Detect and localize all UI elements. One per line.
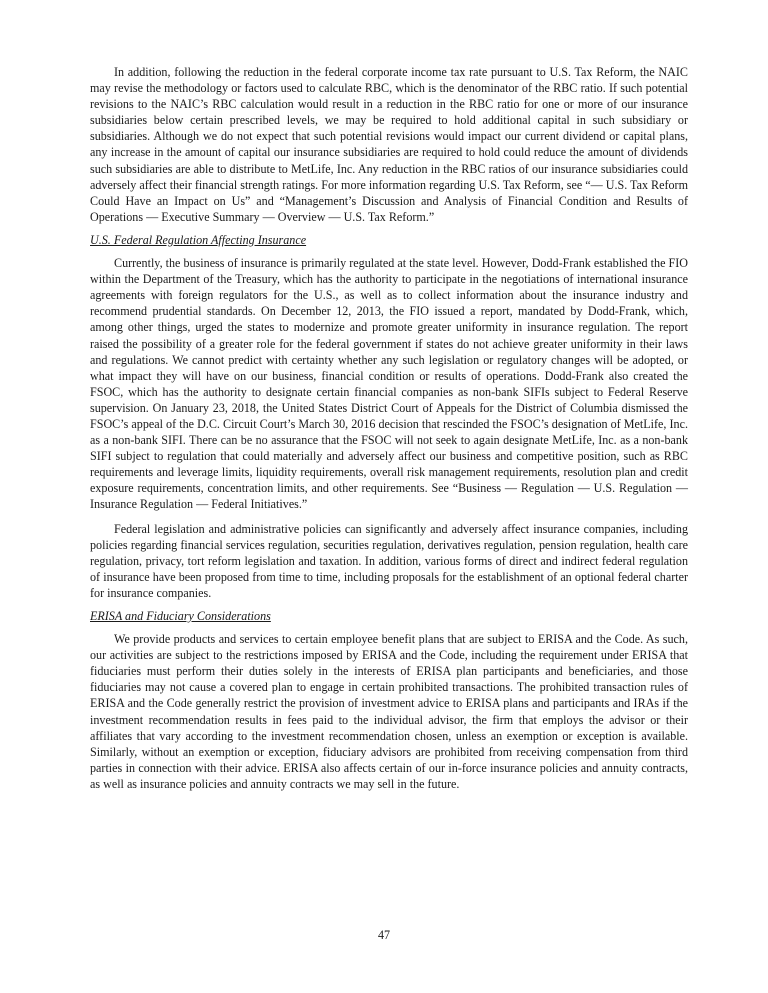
section-heading-federal-regulation: U.S. Federal Regulation Affecting Insurance <box>90 232 307 247</box>
paragraph-erisa: We provide products and services to certain employee benefit plans that are subject to ERISA and the Code. As such, our activities are subject to the restrictions imposed by ERISA and the Code, including the requirement under ERISA that fiduciaries must perform their duties solely in the interests of ERISA plan participants and beneficiaries, and those fiduciaries may not cause a covered plan to engage in certain prohibited transactions. The prohibited transaction rules of ERISA and the Code generally restrict the provision of investment advice to ERISA plans and participants and IRAs if the investment recommendation results in fees paid to the individual advisor, the firm that employs the advisor or their affiliates that vary according to the investment recommendation chosen, unless an exemption or exception is available. Similarly, without an exemption or exception, fiduciary advisors are prohibited from receiving compensation from third parties in connection with their advice. ERISA also affects certain of our in-force insurance policies and annuity contracts, as well as insurance policies and annuity contracts we may sell in the future. <box>90 632 688 791</box>
section-heading-erisa: ERISA and Fiduciary Considerations <box>90 609 271 623</box>
paragraph-federal-legislation: Federal legislation and administrative policies can significantly and adversely affect insurance companies, including policies regarding financial services regulation, securities regulation, derivatives regulation, pension regulation, health care regulation, privacy, tort reform legislation and taxation. In addition, various forms of direct and indirect federal regulation of insurance have been proposed from time to time, including proposals for the establishment of an optional federal charter for insurance companies. <box>90 521 688 600</box>
page-number: 47 <box>377 928 391 942</box>
paragraph-tax-reform-rbc: In addition, following the reduction in the federal corporate income tax rate pursuant to U.S. Tax Reform, the NAIC may revise the methodology or factors used to calculate RBC, which is the denominator of the RBC ratio. If such potential revisions to the NAIC’s RBC calculation would result in a reduction in the RBC ratio for one or more of our insurance subsidiaries below certain prescribed levels, we may be required to hold additional capital in such subsidiary or subsidiaries. Although we do not expect that such potential revisions would impact our current dividend or capital plans, any increase in the amount of capital our insurance subsidiaries are required to hold could reduce the amount of dividends such subsidiaries are able to distribute to MetLife, Inc. Any reduction in the RBC ratios of our insurance subsidiaries could adversely affect their financial strength ratings. For more information regarding U.S. Tax Reform, see “— U.S. Tax Reform Could Have an Impact on Us” and “Management’s Discussion and Analysis of Financial Condition and Results of Operations — Executive Summary — Overview — U.S. Tax Reform.” <box>90 65 688 224</box>
paragraph-federal-regulation: Currently, the business of insurance is primarily regulated at the state level. However, Dodd-Frank established the FIO within the Department of the Treasury, which has the authority to participate in the negotiations of international insurance agreements with foreign regulators for the U.S., as well as to collect information about the insurance industry and recommend prudential standards. On December 12, 2013, the FIO issued a report, mandated by Dodd-Frank, which, among other things, urged the states to modernize and promote greater uniformity in insurance regulation. The report raised the possibility of a greater role for the federal government if states do not achieve greater uniformity in their laws and regulations. We cannot predict with certainty whether any such legislation or regulatory changes will be adopted, or what impact they will have on our business, financial condition or results of operations. Dodd-Frank also created the FSOC, which has the authority to designate certain financial companies as non-bank SIFIs subject to Federal Reserve supervision. On January 23, 2018, the United States District Court of Appeals for the District of Columbia dismissed the FSOC’s appeal of the D.C. Circuit Court’s March 30, 2016 decision that rescinded the FSOC’s designation of MetLife, Inc. as a non-bank SIFI. There can be no assurance that the FSOC will not seek to again designate MetLife, Inc. as a non-bank SIFI subject to regulation that could materially and adversely affect our business and competitive position, such as RBC requirements and leverage limits, liquidity requirements, overall risk management requirements, resolution plan and credit exposure requirements, concentration limits, and other requirements. See “Business — Regulation — U.S. Regulation — Insurance Regulation — Federal Initiatives.” <box>90 256 688 512</box>
document-body <box>90 64 688 792</box>
